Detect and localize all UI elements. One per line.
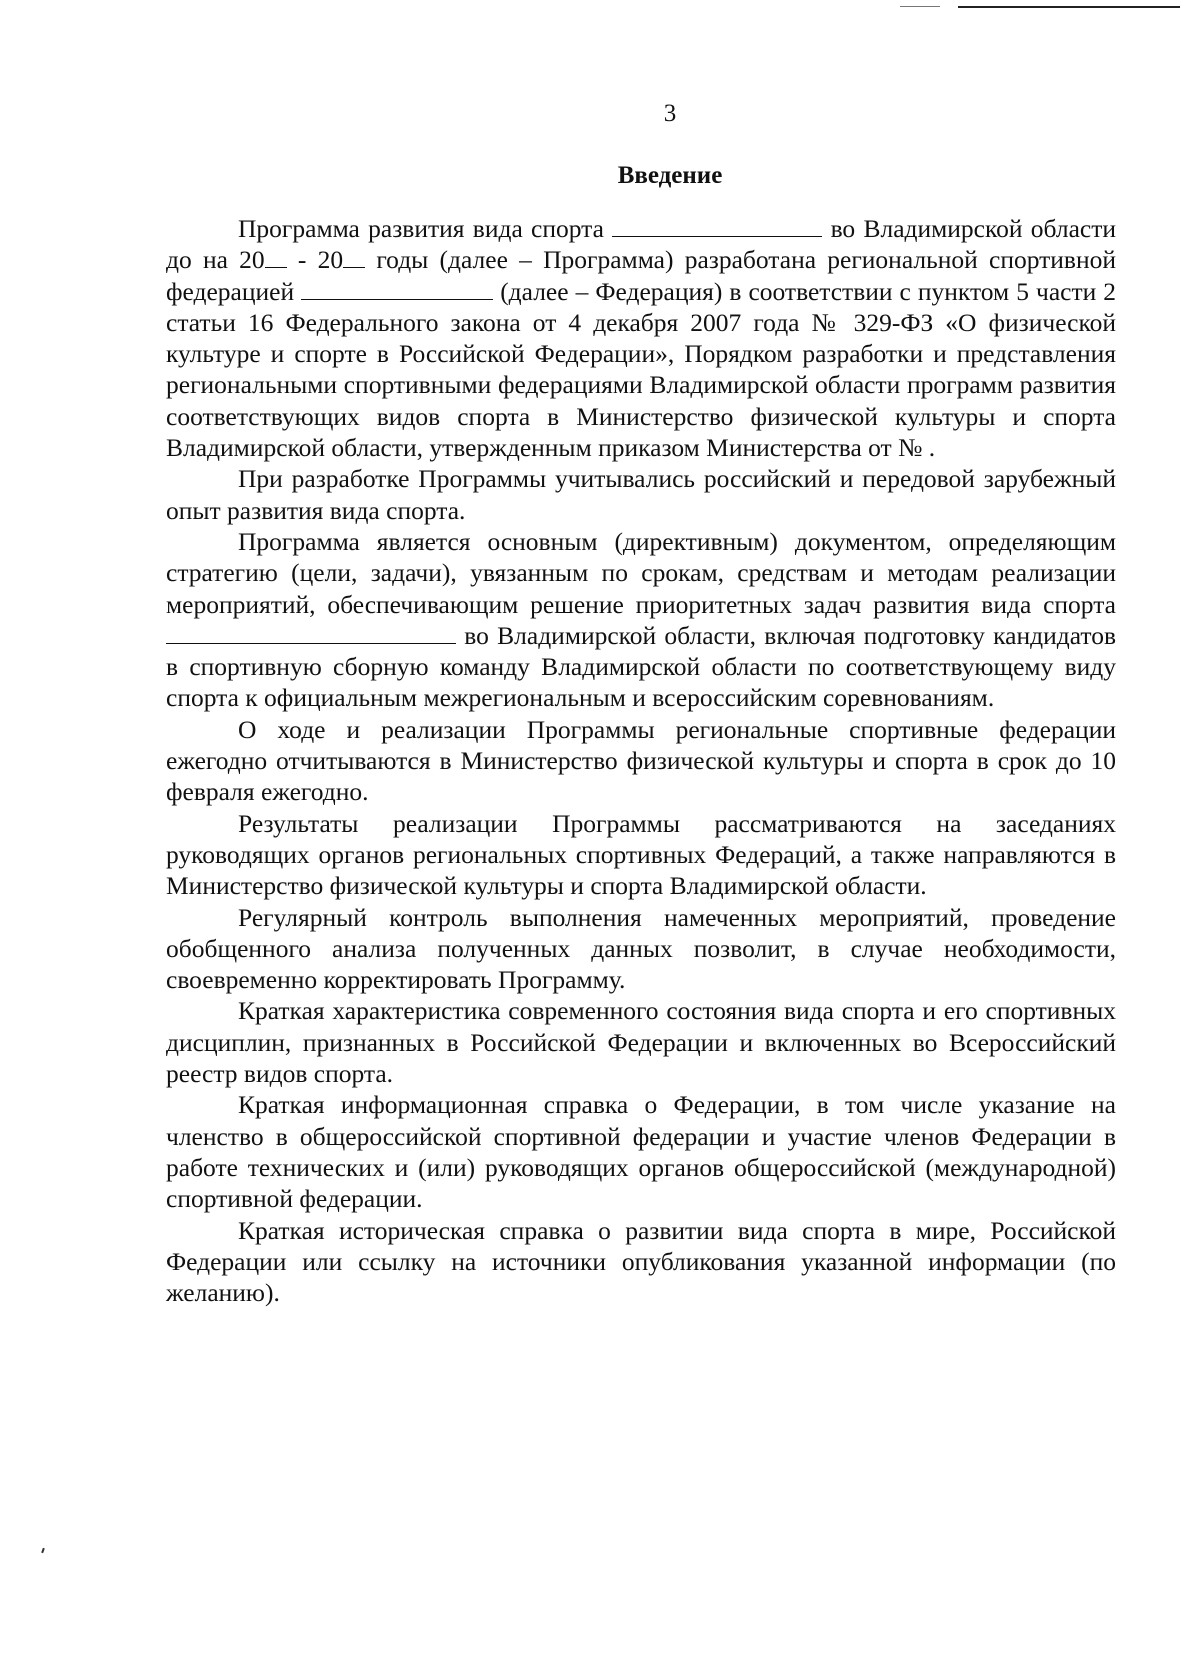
paragraph-reporting: О ходе и реализации Программы региональные спортивные федерации ежегодно отчитываются в Министерство физической культуры и спорта в срок до 10 февраля ежегодно. — [166, 714, 1116, 807]
document-body — [166, 213, 1116, 1308]
paragraph-federation-info: Краткая информационная справка о Федерации, в том числе указание на членство в общероссийской спортивной федерации и участие членов Федерации в работе технических и (или) руководящих органов общероссийской (международной) спортивной федерации. — [166, 1090, 1116, 1214]
scan-artifact-line — [900, 6, 940, 7]
scan-speck — [41, 1548, 45, 1553]
text-fragment: - 20 — [297, 245, 344, 275]
blank-field-sport — [612, 214, 822, 237]
paragraph-results: Результаты реализации Программы рассматриваются на заседаниях руководящих органов региональных спортивных Федераций, а также направляются в Министерство физической культуры и спорта Владимирской области. — [166, 808, 1116, 901]
text-fragment: Программа развития вида спорта — [238, 214, 604, 243]
text-fragment: (далее – Федерация) в соответствии с пунктом 5 части 2 статьи 16 Федерального закона от 4 декабря 2007 года № 329-ФЗ «О физической культуре и спорте в Российской Федерации», Порядком разработки и представления региональными спортивными федерациями Владимирской области программ развития соответствующих видов спорта в Министерство физической культуры и спорта Владимирской области, утвержденным приказом Министерства от № . — [166, 276, 1117, 463]
blank-field-sport-name — [166, 621, 456, 644]
paragraph-program-intro — [166, 213, 1116, 463]
blank-field-year-end — [343, 245, 365, 268]
scan-artifact-line — [958, 6, 1180, 8]
text-fragment: во Владимирской области до на 20 — [166, 214, 1117, 275]
page-number: 3 — [663, 100, 677, 127]
text-fragment: Программа является основным (директивным) документом, определяющим стратегию (цели, задачи), увязанным по срокам, средствам и методам реализации мероприятий, обеспечивающим решение приоритетных задач развития вида спорта — [166, 526, 1116, 619]
paragraph-directive — [166, 526, 1116, 714]
text-fragment: во Владимирской области, включая подготовку кандидатов в спортивную сборную команду Владимирской области по соответствующему виду спорта к официальным межрегиональным и всероссийским соревнованиям. — [166, 620, 1116, 713]
paragraph-sport-characteristic: Краткая характеристика современного состояния вида спорта и его спортивных дисциплин, признанных в Российской Федерации и включенных во Всероссийский реестр видов спорта. — [166, 996, 1116, 1089]
blank-field-federation — [301, 277, 493, 300]
section-title: Введение — [617, 162, 723, 189]
paragraph-control: Регулярный контроль выполнения намеченных мероприятий, проведение обобщенного анализа полученных данных позволит, в случае необходимости, своевременно корректировать Программу. — [166, 902, 1116, 995]
blank-field-year-start — [265, 245, 287, 268]
paragraph-history: Краткая историческая справка о развитии вида спорта в мире, Российской Федерации или ссылку на источники опубликования указанной информации (по желанию). — [166, 1215, 1116, 1308]
text-fragment: годы (далее – Программа) разработана региональной спортивной федерацией — [166, 245, 1117, 306]
paragraph-experience: При разработке Программы учитывались российский и передовой зарубежный опыт развития вида спорта. — [166, 464, 1116, 525]
